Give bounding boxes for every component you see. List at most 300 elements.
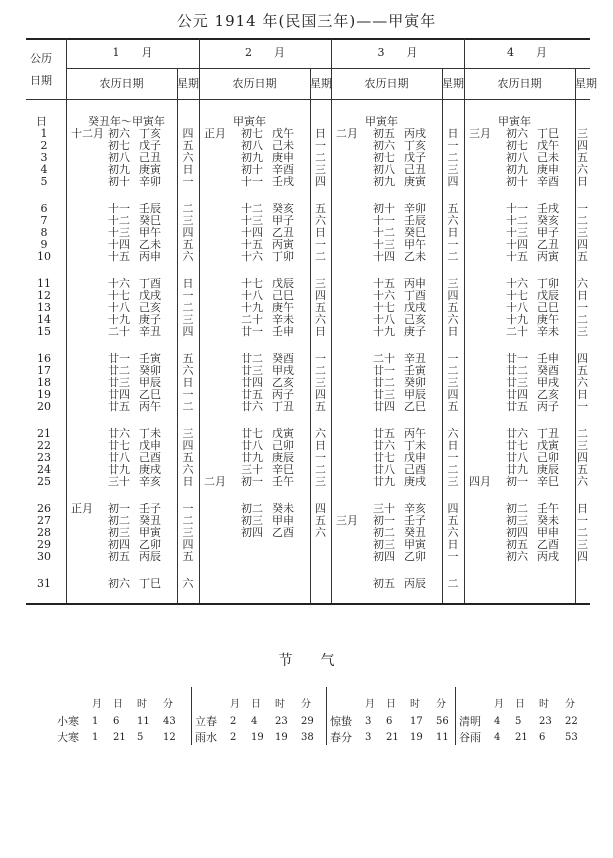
term-value: 21	[113, 732, 126, 743]
weekday: 日	[577, 388, 588, 401]
lunar-day: 廿二	[506, 364, 528, 377]
ganzhi-day: 壬申	[272, 325, 294, 338]
weekday: 四	[447, 175, 459, 188]
ganzhi-day: 甲寅	[404, 538, 426, 551]
weekday: 六	[577, 475, 588, 488]
weekday: 三	[447, 376, 459, 389]
weekday: 五	[447, 202, 459, 215]
weekday: 二	[447, 364, 459, 377]
weekday: 三	[447, 277, 459, 290]
weekday: 六	[315, 427, 326, 440]
ganzhi-day: 甲午	[139, 226, 161, 239]
weekday: 三	[577, 127, 588, 140]
weekday: 日	[182, 376, 194, 389]
month-divider	[464, 38, 465, 603]
ganzhi-day: 戊辰	[537, 289, 559, 302]
lunar-date-header: 农历日期	[232, 77, 277, 90]
ganzhi-day: 乙丑	[537, 238, 559, 251]
lunar-day: 十八	[108, 301, 130, 314]
term-name: 雨水	[195, 731, 217, 744]
weekday: 一	[577, 400, 588, 413]
lunar-month-label: 四月	[469, 475, 491, 488]
weekday: 日	[447, 439, 459, 452]
weekday: 一	[182, 388, 194, 401]
ganzhi-day: 辛未	[537, 325, 559, 338]
ganzhi-day: 辛丑	[404, 352, 426, 365]
weekday-header: 星期	[177, 77, 199, 90]
lunar-day: 廿二	[108, 364, 130, 377]
ganzhi-day: 乙未	[404, 250, 426, 263]
lunar-day: 廿四	[506, 388, 528, 401]
lunar-day: 初三	[108, 526, 130, 539]
lunar-day: 廿一	[108, 352, 130, 365]
weekday: 二	[182, 400, 194, 413]
lunar-day: 初四	[506, 526, 528, 539]
lunar-day: 十六	[506, 277, 528, 290]
lunar-day: 十一	[506, 202, 528, 215]
weekday: 日	[577, 502, 588, 515]
lunar-day: 十九	[241, 301, 263, 314]
weekday: 六	[182, 463, 194, 476]
weekday: 日	[182, 475, 194, 488]
ganzhi-day: 辛丑	[139, 325, 161, 338]
weekday: 五	[315, 202, 326, 215]
term-value: 4	[494, 732, 501, 743]
lunar-day: 廿七	[241, 427, 263, 440]
ganzhi-day: 己未	[272, 139, 294, 152]
weekday: 六	[182, 577, 194, 590]
ganzhi-day: 辛卯	[404, 202, 426, 215]
ganzhi-day: 丁未	[404, 439, 426, 452]
ganzhi-day: 壬寅	[404, 364, 426, 377]
lunar-day: 初五	[373, 127, 395, 140]
ganzhi-day: 壬戌	[272, 175, 294, 188]
weekday: 一	[577, 202, 588, 215]
term-value: 5	[137, 732, 144, 743]
weekday: 日	[447, 325, 459, 338]
ganzhi-day: 丙申	[404, 277, 426, 290]
lunar-day: 初九	[506, 163, 528, 176]
lunar-day: 廿九	[241, 451, 263, 464]
ganzhi-day: 丁亥	[139, 127, 161, 140]
ganzhi-day: 戊寅	[537, 439, 559, 452]
solar-day: 30	[37, 550, 51, 563]
weekday: 五	[182, 451, 194, 464]
solar-day: 28	[37, 526, 51, 539]
solar-day: 8	[40, 226, 48, 239]
lunar-day: 十七	[506, 289, 528, 302]
ganzhi-day: 壬辰	[139, 202, 161, 215]
weekday: 二	[315, 463, 326, 476]
year-label: 癸丑年～甲寅年	[88, 115, 165, 128]
ganzhi-day: 癸卯	[404, 376, 426, 389]
term-value: 43	[163, 716, 176, 727]
lunar-day: 廿七	[373, 451, 395, 464]
year-label: 甲寅年	[498, 115, 531, 128]
weekday: 六	[182, 364, 194, 377]
ganzhi-day: 甲午	[404, 238, 426, 251]
month-header-rule	[66, 68, 590, 69]
lunar-day: 廿六	[108, 427, 130, 440]
weekday: 六	[577, 277, 588, 290]
ganzhi-day: 癸巳	[404, 226, 426, 239]
ganzhi-day: 甲戌	[272, 364, 294, 377]
ganzhi-day: 丙寅	[537, 250, 559, 263]
lunar-day: 初六	[506, 550, 528, 563]
month-header: 2 月	[245, 46, 285, 59]
weekday: 三	[182, 313, 194, 326]
lunar-date-header: 农历日期	[99, 77, 144, 90]
term-value: 23	[539, 716, 552, 727]
lunar-day: 十九	[373, 325, 395, 338]
weekday: 四	[315, 388, 326, 401]
weekday: 四	[447, 502, 459, 515]
lunar-day: 三十	[108, 475, 130, 488]
solar-day: 6	[40, 202, 48, 215]
ganzhi-day: 甲申	[537, 526, 559, 539]
ganzhi-day: 己巳	[537, 301, 559, 314]
lunar-day: 三十	[373, 502, 395, 515]
lunar-day: 廿一	[506, 352, 528, 365]
weekday: 二	[577, 427, 588, 440]
lunar-day: 十八	[241, 289, 263, 302]
month-header: 4 月	[507, 46, 547, 59]
weekday: 一	[315, 238, 326, 251]
weekday: 日	[447, 538, 459, 551]
weekday: 三	[447, 163, 459, 176]
weekday: 四	[182, 538, 194, 551]
term-value: 21	[515, 732, 528, 743]
ganzhi-day: 丁酉	[404, 289, 426, 302]
weekday: 四	[182, 439, 194, 452]
lunar-day: 十九	[506, 313, 528, 326]
weekday: 一	[447, 139, 459, 152]
lunar-day: 廿四	[108, 388, 130, 401]
ganzhi-day: 辛未	[272, 313, 294, 326]
weekday: 一	[315, 139, 326, 152]
ganzhi-day: 己丑	[139, 151, 161, 164]
ganzhi-day: 庚子	[404, 325, 426, 338]
ganzhi-day: 辛酉	[272, 163, 294, 176]
lunar-day: 十三	[506, 226, 528, 239]
weekday: 五	[577, 364, 588, 377]
weekday: 二	[577, 313, 588, 326]
ganzhi-day: 丁丑	[272, 400, 294, 413]
lunar-month-label: 二月	[336, 127, 358, 140]
ganzhi-day: 甲申	[272, 514, 294, 527]
lunar-day: 初一	[506, 475, 528, 488]
solar-day: 1	[40, 127, 48, 140]
solar-day: 11	[37, 277, 51, 290]
ganzhi-day: 丁巳	[139, 577, 161, 590]
lunar-day: 初九	[373, 175, 395, 188]
weekday: 二	[182, 514, 194, 527]
ganzhi-day: 己酉	[139, 451, 161, 464]
solar-day: 27	[37, 514, 51, 527]
lunar-day: 初十	[108, 175, 130, 188]
ganzhi-day: 辛亥	[139, 475, 161, 488]
solar-day: 16	[37, 352, 51, 365]
term-column-header: 月	[230, 699, 240, 710]
weekday: 三	[577, 538, 588, 551]
term-value: 23	[275, 716, 288, 727]
term-column-header: 日	[113, 699, 123, 710]
weekday: 二	[577, 214, 588, 227]
ganzhi-day: 壬午	[272, 475, 294, 488]
term-column-header: 分	[163, 699, 173, 710]
lunar-month-label: 三月	[336, 514, 358, 527]
lunar-day: 二十	[506, 325, 528, 338]
lunar-day: 十四	[108, 238, 130, 251]
lunar-day: 十二	[241, 202, 263, 215]
ganzhi-day: 丙戌	[537, 550, 559, 563]
solar-day: 9	[40, 238, 48, 251]
lunar-day: 廿三	[506, 376, 528, 389]
weekday: 二	[315, 151, 326, 164]
solar-day: 23	[37, 451, 51, 464]
ganzhi-day: 戊寅	[272, 427, 294, 440]
ganzhi-day: 庚辰	[272, 451, 294, 464]
lunar-day: 初五	[506, 538, 528, 551]
ganzhi-day: 戊子	[404, 151, 426, 164]
lunar-day: 廿三	[241, 364, 263, 377]
lunar-day: 初七	[241, 127, 263, 140]
lunar-day: 初一	[241, 475, 263, 488]
ganzhi-day: 乙酉	[537, 538, 559, 551]
ganzhi-day: 壬戌	[537, 202, 559, 215]
lunar-day: 十九	[108, 313, 130, 326]
lunar-day: 初七	[506, 139, 528, 152]
term-value: 12	[163, 732, 176, 743]
ganzhi-day: 庚戌	[139, 463, 161, 476]
ganzhi-day: 庚子	[139, 313, 161, 326]
ganzhi-day: 己亥	[404, 313, 426, 326]
month-divider	[66, 38, 67, 603]
date-label-top: 公历	[30, 52, 52, 65]
lunar-day: 廿七	[108, 439, 130, 452]
lunar-day: 廿九	[506, 463, 528, 476]
ganzhi-day: 甲寅	[139, 526, 161, 539]
weekday: 二	[182, 202, 194, 215]
lunar-day: 初六	[373, 139, 395, 152]
weekday: 一	[182, 289, 194, 302]
ganzhi-day: 癸丑	[404, 526, 426, 539]
solar-day: 31	[37, 577, 51, 590]
lunar-day: 廿一	[241, 325, 263, 338]
lunar-day: 十三	[241, 214, 263, 227]
ganzhi-day: 乙未	[139, 238, 161, 251]
weekday: 日	[577, 289, 588, 302]
weekday: 五	[577, 463, 588, 476]
ganzhi-day: 癸未	[272, 502, 294, 515]
solar-day: 17	[37, 364, 51, 377]
weekday: 二	[447, 463, 459, 476]
ganzhi-day: 戊戌	[404, 301, 426, 314]
lunar-day: 廿六	[373, 439, 395, 452]
ganzhi-day: 癸酉	[272, 352, 294, 365]
solar-day: 3	[40, 151, 48, 164]
weekday: 一	[315, 352, 326, 365]
weekday: 日	[447, 226, 459, 239]
term-value: 19	[275, 732, 288, 743]
ganzhi-day: 乙卯	[404, 550, 426, 563]
term-name: 小寒	[57, 715, 79, 728]
weekday-header: 星期	[310, 77, 332, 90]
ganzhi-day: 壬寅	[139, 352, 161, 365]
ganzhi-day: 癸丑	[139, 514, 161, 527]
weekday: 一	[447, 238, 459, 251]
lunar-day: 十一	[108, 202, 130, 215]
ganzhi-day: 庚寅	[139, 163, 161, 176]
term-column-header: 时	[539, 699, 549, 710]
term-column-header: 日	[515, 699, 525, 710]
weekday: 日	[577, 175, 588, 188]
weekday: 二	[315, 250, 326, 263]
term-value: 6	[539, 732, 546, 743]
ganzhi-day: 庚午	[272, 301, 294, 314]
ganzhi-day: 丙申	[139, 250, 161, 263]
weekday: 二	[577, 526, 588, 539]
term-column-header: 时	[410, 699, 420, 710]
weekday: 一	[447, 550, 459, 563]
ganzhi-day: 己酉	[404, 463, 426, 476]
ganzhi-day: 庚辰	[537, 463, 559, 476]
term-column-header: 月	[365, 699, 375, 710]
term-column-header: 分	[436, 699, 446, 710]
ganzhi-day: 甲子	[272, 214, 294, 227]
ganzhi-day: 壬子	[139, 502, 161, 515]
lunar-day: 十二	[108, 214, 130, 227]
solar-day: 18	[37, 376, 51, 389]
term-name: 立春	[195, 715, 217, 728]
ganzhi-day: 辛卯	[139, 175, 161, 188]
ganzhi-day: 甲辰	[139, 376, 161, 389]
weekday: 六	[315, 526, 326, 539]
ganzhi-day: 乙亥	[537, 388, 559, 401]
ganzhi-day: 乙巳	[139, 388, 161, 401]
lunar-day: 初二	[108, 514, 130, 527]
term-value: 21	[386, 732, 399, 743]
term-value: 6	[386, 716, 393, 727]
lunar-day: 初八	[373, 163, 395, 176]
ganzhi-day: 戊申	[139, 439, 161, 452]
term-divider	[455, 687, 456, 745]
solar-day: 10	[37, 250, 51, 263]
weekday: 六	[577, 376, 588, 389]
weekday: 一	[577, 514, 588, 527]
ganzhi-day: 丙辰	[139, 550, 161, 563]
month-divider	[199, 38, 200, 603]
term-column-header: 分	[565, 699, 575, 710]
weekday: 日	[447, 127, 459, 140]
lunar-day: 廿六	[241, 400, 263, 413]
lunar-day: 初八	[108, 151, 130, 164]
page-title: 公元 1914 年(民国三年)——甲寅年	[176, 12, 437, 30]
lunar-day: 十七	[241, 277, 263, 290]
weekday: 五	[447, 514, 459, 527]
lunar-day: 廿六	[506, 427, 528, 440]
lunar-date-header: 农历日期	[497, 77, 542, 90]
lunar-day: 十六	[108, 277, 130, 290]
lunar-day: 二十	[373, 352, 395, 365]
ganzhi-day: 乙丑	[272, 226, 294, 239]
lunar-day: 初四	[241, 526, 263, 539]
lunar-day: 十三	[108, 226, 130, 239]
solar-day: 24	[37, 463, 51, 476]
lunar-day: 十一	[241, 175, 263, 188]
lunar-day: 廿四	[241, 376, 263, 389]
weekday: 三	[447, 475, 459, 488]
weekday: 四	[577, 352, 588, 365]
weekday: 二	[182, 301, 194, 314]
weekday: 一	[182, 502, 194, 515]
weekday: 六	[447, 313, 459, 326]
ganzhi-day: 甲戌	[537, 376, 559, 389]
lunar-day: 二十	[241, 313, 263, 326]
ganzhi-day: 癸亥	[537, 214, 559, 227]
lunar-day: 初九	[108, 163, 130, 176]
weekday: 六	[447, 427, 459, 440]
lunar-day: 廿八	[373, 463, 395, 476]
ganzhi-day: 丙辰	[404, 577, 426, 590]
lunar-day: 初八	[506, 151, 528, 164]
solar-day: 4	[40, 163, 48, 176]
ganzhi-day: 丙戌	[404, 127, 426, 140]
ganzhi-day: 戊子	[139, 139, 161, 152]
lunar-day: 廿九	[373, 475, 395, 488]
term-name: 谷雨	[459, 731, 481, 744]
lunar-day: 十四	[241, 226, 263, 239]
ganzhi-day: 乙酉	[272, 526, 294, 539]
weekday: 三	[577, 439, 588, 452]
term-column-header: 日	[386, 699, 396, 710]
ganzhi-day: 壬午	[537, 502, 559, 515]
lunar-month-label: 十二月	[71, 127, 104, 140]
weekday: 四	[182, 325, 194, 338]
weekday: 一	[577, 301, 588, 314]
ganzhi-day: 辛亥	[404, 502, 426, 515]
weekday: 三	[182, 427, 194, 440]
lunar-day: 十一	[373, 214, 395, 227]
year-label: 甲寅年	[365, 115, 398, 128]
ganzhi-day: 己巳	[272, 289, 294, 302]
solar-day: 14	[37, 313, 51, 326]
ganzhi-day: 庚戌	[404, 475, 426, 488]
ganzhi-day: 癸亥	[272, 202, 294, 215]
solar-day: 12	[37, 289, 51, 302]
lunar-day: 廿二	[373, 376, 395, 389]
lunar-day: 廿四	[373, 400, 395, 413]
ganzhi-day: 庚申	[537, 163, 559, 176]
lunar-day: 初三	[506, 514, 528, 527]
lunar-day: 初十	[373, 202, 395, 215]
weekday: 四	[577, 139, 588, 152]
weekday: 三	[315, 163, 326, 176]
weekday: 四	[577, 451, 588, 464]
term-value: 3	[365, 716, 372, 727]
weekday: 三	[315, 376, 326, 389]
weekday: 五	[315, 514, 326, 527]
lunar-day: 初六	[108, 127, 130, 140]
lunar-day: 初五	[373, 577, 395, 590]
weekday: 五	[447, 400, 459, 413]
term-value: 19	[410, 732, 423, 743]
lunar-day: 初一	[373, 514, 395, 527]
lunar-day: 十五	[373, 277, 395, 290]
month-divider	[331, 38, 332, 603]
term-value: 4	[494, 716, 501, 727]
ganzhi-day: 丙午	[404, 427, 426, 440]
